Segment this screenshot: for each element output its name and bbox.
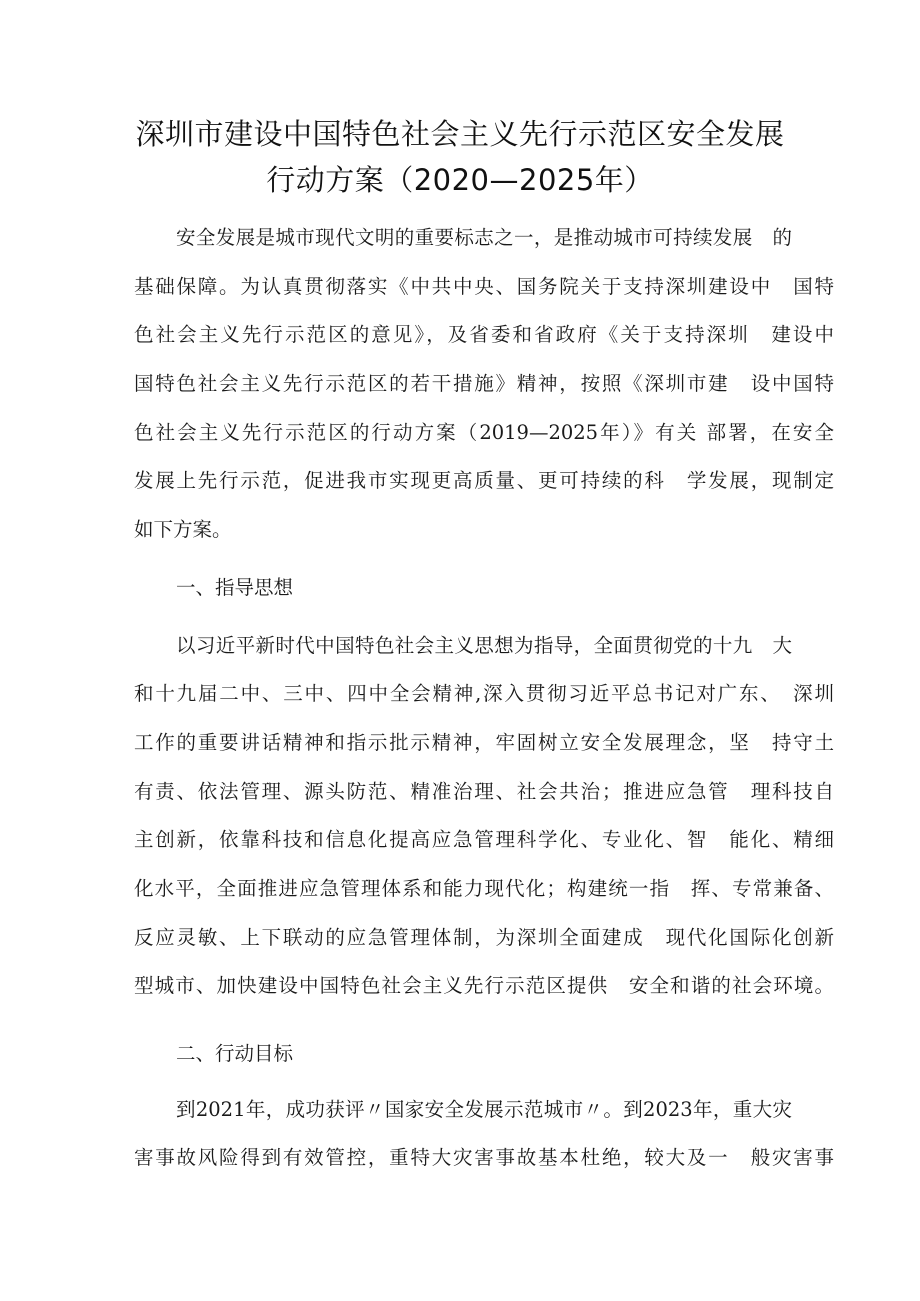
paragraph-2-line: 以习近平新时代中国特色社会主义思想为指导，全面贯彻党的十九 大 (176, 634, 792, 657)
paragraph-1-line: 色社会主义先行示范区的行动方案（2019—2025年）》有关 部署，在安全 (134, 421, 834, 444)
paragraph-2-line: 工作的重要讲话精神和指示批示精神，牢固树立安全发展理念，坚 持守土 (134, 731, 834, 754)
paragraph-2-line: 型城市、加快建设中国特色社会主义先行示范区提供 安全和谐的社会环境。 (134, 974, 834, 997)
paragraph-2-line: 和十九届二中、三中、四中全会精神,深入贯彻习近平总书记对广东、 深圳 (134, 682, 834, 705)
document-title-line-1: 深圳市建设中国特色社会主义先行示范区安全发展 (135, 117, 785, 151)
paragraph-2-line: 有责、依法管理、源头防范、精准治理、社会共治；推进应急管 理科技自 (134, 780, 834, 803)
paragraph-1-line: 安全发展是城市现代文明的重要标志之一，是推动城市可持续发展 的 (176, 226, 792, 249)
paragraph-3-line: 害事故风险得到有效管控，重特大灾害事故基本杜绝，较大及一 般灾害事 (134, 1146, 834, 1169)
section-heading-1: 一、指导思想 (176, 576, 294, 599)
paragraph-2-line: 反应灵敏、上下联动的应急管理体制，为深圳全面建成 现代化国际化创新 (134, 926, 834, 949)
document-title-line-2: 行动方案（2020—2025年） (266, 163, 654, 197)
paragraph-2-line: 化水平，全面推进应急管理体系和能力现代化；构建统一指 挥、专常兼备、 (134, 877, 834, 900)
paragraph-2-line: 主创新，依靠科技和信息化提高应急管理科学化、专业化、智 能化、精细 (134, 828, 834, 851)
paragraph-3-line: 到2021年，成功获评〃国家安全发展示范城市〃。到2023年，重大灾 (176, 1098, 792, 1121)
section-heading-2: 二、行动目标 (176, 1042, 294, 1065)
paragraph-1-line: 发展上先行示范，促进我市实现更高质量、更可持续的科 学发展，现制定 (134, 469, 834, 492)
paragraph-1-line: 如下方案。 (134, 518, 232, 541)
paragraph-1-line: 色社会主义先行示范区的意见》，及省委和省政府《关于支持深圳 建设中 (134, 323, 834, 346)
paragraph-1-line: 国特色社会主义先行示范区的若干措施》精神，按照《深圳市建 设中国特 (134, 372, 834, 395)
paragraph-1-line: 基础保障。为认真贯彻落实《中共中央、国务院关于支持深圳建设中 国特 (134, 275, 834, 298)
